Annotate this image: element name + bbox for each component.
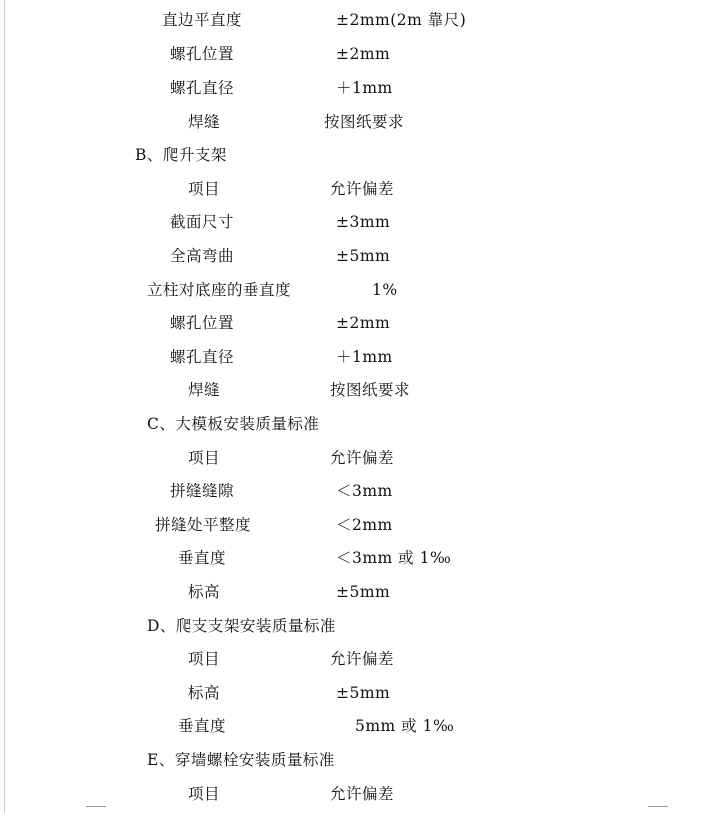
row-label: 截面尺寸 <box>170 213 235 231</box>
row-value: ±5mm <box>336 684 391 702</box>
row-label: 全高弯曲 <box>170 247 235 265</box>
row-label: 焊缝 <box>188 381 221 399</box>
row-value: ±5mm <box>336 583 391 601</box>
row-label: 螺孔位置 <box>170 45 235 63</box>
row-value: ＜3mm <box>336 482 393 500</box>
row-value: ＜2mm <box>336 516 393 534</box>
row-label: 螺孔位置 <box>170 314 235 332</box>
row-value: 1% <box>372 281 398 299</box>
row-value: ＋1mm <box>336 348 393 366</box>
row-value: 按图纸要求 <box>330 381 411 399</box>
row-label: 螺孔直径 <box>170 79 235 97</box>
row-value: ±2mm(2m 靠尺) <box>336 11 467 29</box>
row-label: 拼缝缝隙 <box>170 482 235 500</box>
row-label: 螺孔直径 <box>170 348 235 366</box>
row-value: ±5mm <box>336 247 391 265</box>
section-heading: B、爬升支架 <box>135 146 227 164</box>
section-heading: D、爬支支架安装质量标准 <box>147 617 336 635</box>
row-label: 标高 <box>188 684 221 702</box>
row-value: ±2mm <box>336 45 391 63</box>
row-label: 垂直度 <box>178 717 227 735</box>
table-header-item: 项目 <box>188 449 221 467</box>
section-heading: C、大模板安装质量标准 <box>147 415 320 433</box>
row-label: 拼缝处平整度 <box>155 516 252 534</box>
row-value: ＜3mm 或 1‰ <box>336 549 452 567</box>
row-value: 按图纸要求 <box>324 113 405 131</box>
row-label: 标高 <box>188 583 221 601</box>
section-heading: E、穿墙螺栓安装质量标准 <box>147 751 335 769</box>
table-header-item: 项目 <box>188 180 221 198</box>
row-label: 立柱对底座的垂直度 <box>147 281 292 299</box>
row-value: ＋1mm <box>336 79 393 97</box>
table-header-item: 项目 <box>188 650 221 668</box>
table-header-tolerance: 允许偏差 <box>330 785 395 803</box>
row-value: ±2mm <box>336 314 391 332</box>
table-header-item: 项目 <box>188 785 221 803</box>
row-label: 焊缝 <box>188 113 221 131</box>
row-label: 直边平直度 <box>162 11 243 29</box>
row-value: ±3mm <box>336 213 391 231</box>
table-header-tolerance: 允许偏差 <box>330 180 395 198</box>
row-value: 5mm 或 1‰ <box>355 717 455 735</box>
table-header-tolerance: 允许偏差 <box>330 650 395 668</box>
table-header-tolerance: 允许偏差 <box>330 449 395 467</box>
row-label: 垂直度 <box>178 549 227 567</box>
